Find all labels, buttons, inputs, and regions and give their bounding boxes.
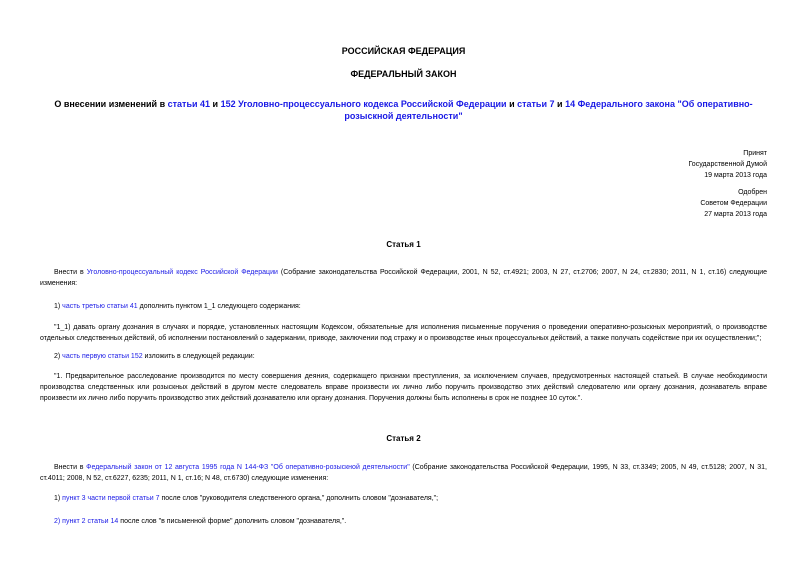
link-criminal-procedure-code-body[interactable]: Уголовно-процессуальный кодекс Российской Федерации [86,269,278,276]
document-type-heading: ФЕДЕРАЛЬНЫЙ ЗАКОН [350,69,457,79]
article-1-intro: Внести в Уголовно-процессуальный кодекс Российской Федерации (Собрание законодательства Российской Федерации, 2001, N 52, ст.4921; 2003, N 27, ст.2706; 2007, N 24, ст.2830; 2011, N 1, ст.16) следующие изменения: [40,269,768,287]
article-1-heading: Статья 1 [386,240,421,249]
link-ord-law[interactable]: Федерального закона "Об оперативно-розыскной деятельности" [344,99,753,121]
link-criminal-procedure-code[interactable]: Уголовно-процессуального кодекса Российской Федерации [238,99,507,109]
article-2-intro: Внести в Федеральный закон от 12 августа 1995 года N 144-ФЗ "Об оперативно-розыскной деятельности" (Собрание законодательства Российской Федерации, 1995, N 33, ст.3349; 2005, N 49, ст.5128; 2007, N 31, ст.4011; 2008, N 52, ст.6227, 6235; 2011, N 1, ст.16; N 48, ст.6730) следующие изменения: [40,464,767,482]
link-part-3-article-41[interactable]: часть третью статьи 41 [62,303,138,310]
country-heading: РОССИЙСКАЯ ФЕДЕРАЦИЯ [341,46,466,56]
article-1-item-1: 1) часть третью статьи 41 дополнить пунктом 1_1 следующего содержания: [54,303,301,310]
link-article-41[interactable]: статьи 41 [167,99,211,109]
accepted-block: Принят Государственной Думой 19 марта 2013 года [688,150,767,179]
article-2-item-1: 1) пункт 3 части первой статьи 7 после слов "руководителя следственного органа," дополнить словом "дознавателя,"; [54,495,439,502]
law-title: О внесении изменений в статьи 41 и 152 Уголовно-процессуального кодекса Российской Федерации и статьи 7 и 14 Федерального закона "Об оперативно-розыскной деятельности" [54,99,753,121]
article-2-item-2: 2) пункт 2 статьи 14 после слов "в письменной форме" дополнить словом "дознавателя,". [54,518,347,525]
link-clause-2-article-14[interactable]: 2) пункт 2 статьи 14 [54,518,119,525]
link-article-152[interactable]: 152 [220,99,236,109]
article-2-heading: Статья 2 [386,434,421,443]
link-article-14[interactable]: 14 [565,99,576,109]
link-federal-law-144[interactable]: Федеральный закон от 12 августа 1995 года N 144-ФЗ "Об оперативно-розыскной деятельности" [86,464,410,471]
approved-block: Одобрен Советом Федерации 27 марта 2013 года [700,189,767,218]
link-article-7[interactable]: статьи 7 [517,99,555,109]
link-clause-3-article-7[interactable]: пункт 3 части первой статьи 7 [62,495,160,502]
article-1-item-2: 2) часть первую статьи 152 изложить в следующей редакции: [54,353,255,360]
link-part-1-article-152[interactable]: часть первую статьи 152 [62,353,143,360]
article-1-quote-1: "1_1) давать органу дознания в случаях и порядке, установленных настоящим Кодексом, обязательные для исполнения письменные поручения о проведении оперативно-розыскных мероприятий, о производстве отдельных следственных действий, об исполнении постановлений о задержании, приводе, заключении под стражу и о производстве иных процессуальных действий, а также получать содействие при их осуществлении;"; [40,324,767,342]
article-1-quote-2: "1. Предварительное расследование производится по месту совершения деяния, содержащего признаки преступления, за исключением случаев, предусмотренных настоящей статьей. В случае необходимости производства следственных или розыскных действий в другом месте следователь вправе произвести их лично либо поручить производство этих действий следователю или органу дознания, дознаватель вправе произвести их лично либо поручить производство этих действий дознавателю или органу дознания. Поручения должны быть исполнены в срок не позднее 10 суток.". [40,373,767,402]
